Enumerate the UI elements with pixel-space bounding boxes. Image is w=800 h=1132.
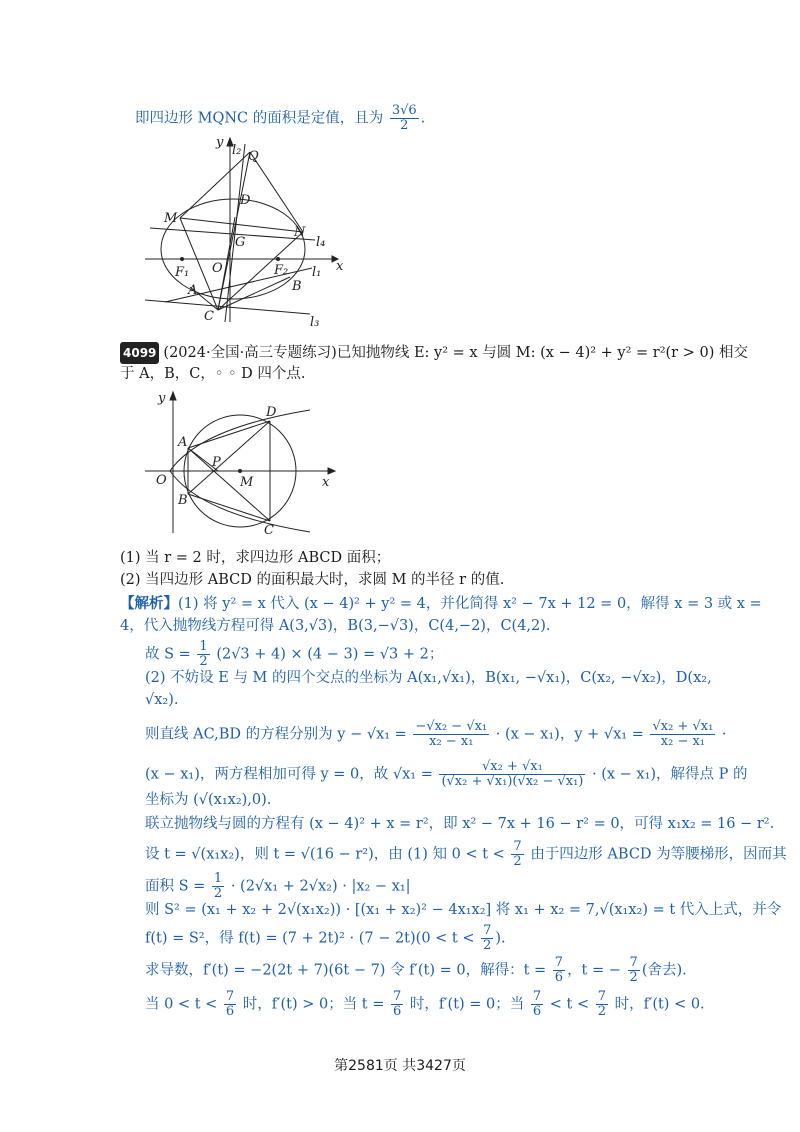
problem-stem-text1: 已知抛物线 E: y² = x 与圆 M: (x − 4)² + y² = r²(r > 0) 相交 (336, 345, 748, 361)
fig1-label-y: y (216, 135, 224, 150)
solution-l3-fd: 2 (199, 654, 208, 669)
fig2-label-A: A (178, 435, 188, 450)
top-suffix: . (420, 110, 426, 127)
solution-l6-f1n: −√x₂ − √x₁ (415, 719, 488, 734)
solution-l15-frac4 (596, 990, 608, 1019)
problem-stem-line2 (120, 364, 306, 384)
solution-l12: 则 S² = (x₁ + x₂ + 2√(x₁x₂)) · [(x₁ + x₂)² − 4x₁x₂] 将 x₁ + x₂ = 7,√(x₁x₂) = t 代入上式，并令 (145, 902, 782, 918)
solution-l6-f1d: x₂ − x₁ (429, 734, 474, 749)
fig2-label-M: M (240, 475, 254, 490)
solution-line-7 (145, 760, 748, 789)
solution-line-3 (145, 640, 443, 669)
solution-l6-post: · (721, 726, 727, 743)
solution-l4: (2) 不妨设 E 与 M 的四个交点的坐标为 A(x₁,√x₁)，B(x₁, −√x₁)，C(x₂, −√x₂)，D(x₂, (145, 670, 712, 686)
fig2-label-B: B (178, 493, 188, 508)
solution-line-2 (120, 616, 551, 636)
fig2-label-O: O (156, 473, 167, 488)
fig1-label-G: G (235, 235, 246, 250)
solution-l11-fd: 2 (213, 886, 223, 901)
solution-l1: (1) 将 y² = x 代入 (x − 4)² + y² = 4，并化简得 x² − 7x + 12 = 0，解得 x = 3 或 x = (178, 596, 762, 612)
solution-l11-frac (212, 872, 224, 901)
solution-l14-frac1 (553, 956, 565, 985)
fig1-label-x: x (336, 259, 344, 274)
solution-l10-fn: 7 (513, 839, 522, 854)
solution-l14-frac2 (628, 956, 640, 985)
solution-l7-pre: (x − x₁)，两方程相加可得 y = 0，故 √x₁ = (145, 766, 433, 783)
solution-l14-mid: ，t = − (567, 962, 621, 979)
page-footer (0, 1055, 800, 1075)
solution-l15-b: 时，f′(t) > 0；当 t = (242, 996, 385, 1013)
figure-ellipse (140, 132, 360, 332)
fig1-label-O: O (212, 261, 223, 276)
solution-l14-f2n: 7 (629, 955, 638, 970)
fig2-label-y: y (158, 391, 166, 406)
fig1-label-F1: F₁ (175, 265, 190, 280)
solution-line-15 (145, 990, 705, 1019)
fig1-label-B: B (292, 279, 302, 294)
solution-l3-pre: 故 S = (145, 646, 191, 663)
fig1-label-l4: l₄ (316, 235, 326, 250)
solution-l15-frac1 (224, 990, 236, 1019)
fig1-label-Q: Q (248, 149, 259, 164)
top-fraction (390, 104, 419, 133)
solution-l6-frac1 (413, 720, 489, 749)
question-2-text: (2) 当四边形 ABCD 的面积最大时，求圆 M 的半径 r 的值. (120, 572, 505, 588)
fig1-label-N: N (294, 225, 306, 240)
solution-l13-pre: f(t) = S²，得 f(t) = (7 + 2t)² · (7 − 2t)(0 < t < (145, 930, 475, 947)
solution-line-12 (145, 900, 781, 920)
solution-line-13 (145, 924, 506, 953)
solution-line-8 (145, 790, 271, 810)
solution-l15-f2d: 6 (393, 1004, 402, 1019)
fig1-label-F2: F₂ (274, 263, 289, 278)
figure-parabola-svg (140, 388, 340, 538)
top-frac-num: 3√6 (391, 103, 417, 118)
solution-l2: 4，代入抛物线方程可得 A(3,√3)，B(3,−√3)，C(4,−2)，C(4,2). (120, 618, 551, 634)
problem-source: (2024·全国·高三专题练习) (163, 345, 337, 361)
problem-stem-line1 (120, 342, 748, 364)
solution-l15-frac2 (391, 990, 403, 1019)
solution-l10-fd: 2 (513, 854, 522, 869)
solution-line-6 (145, 720, 727, 749)
question-2 (120, 570, 504, 590)
solution-l14-f2d: 2 (629, 970, 638, 985)
fig2-label-D: D (266, 405, 277, 420)
solution-l6-f2n: √x₂ + √x₁ (652, 719, 714, 734)
solution-l14-post: (舍去). (641, 962, 687, 979)
solution-l15-f1n: 7 (225, 989, 235, 1004)
solution-l13-post: ). (495, 930, 506, 947)
solution-tag: 【解析】 (120, 595, 178, 612)
solution-l14-pre: 求导数，f′(t) = −2(2t + 7)(6t − 7) 令 f′(t) = 0，解得：t = (145, 962, 547, 979)
solution-line-1 (120, 594, 762, 614)
solution-l15-a: 当 0 < t < (145, 996, 218, 1013)
question-1 (120, 548, 390, 568)
fig1-label-M: M (164, 211, 178, 226)
figure-parabola-circle (140, 388, 340, 538)
solution-l11-pre: 面积 S = (145, 878, 206, 895)
fig1-label-l2: l₂ (232, 143, 242, 158)
question-1-text: (1) 当 r = 2 时，求四边形 ABCD 面积； (120, 550, 391, 566)
solution-l13-frac (481, 924, 493, 953)
solution-l13-fn: 7 (483, 923, 492, 938)
solution-line-9 (145, 814, 774, 834)
solution-line-14 (145, 956, 687, 985)
solution-l3-frac (197, 640, 209, 669)
fig2-label-C: C (264, 523, 274, 538)
solution-l6-frac2 (650, 720, 715, 749)
solution-l6-f2d: x₂ − x₁ (660, 734, 706, 749)
solution-l15-f2n: 7 (393, 989, 402, 1004)
solution-l13-fd: 2 (483, 938, 492, 953)
solution-l8: 坐标为 (√(x₁x₂),0). (145, 792, 272, 808)
solution-l15-f1d: 6 (225, 1004, 235, 1019)
solution-l15-f4n: 7 (597, 989, 607, 1004)
top-conclusion-text: 即四边形 MQNC 的面积是定值，且为 (135, 110, 384, 127)
fig1-label-l3: l₃ (310, 315, 320, 330)
fig1-label-C: C (204, 309, 214, 324)
figure-ellipse-svg (140, 132, 360, 332)
solution-l15-frac3 (531, 990, 543, 1019)
solution-l7-post: · (x − x₁)，解得点 P 的 (591, 766, 748, 783)
fig1-label-A: A (188, 283, 198, 298)
solution-line-5 (145, 690, 179, 710)
solution-l10-frac (511, 840, 523, 869)
solution-l7-fd: (√x₂ + √x₁)(√x₂ − √x₁) (441, 774, 584, 789)
fig1-label-D: D (240, 193, 251, 208)
solution-l5: √x₂). (145, 692, 179, 708)
solution-l11-fn: 1 (213, 871, 223, 886)
solution-l15-f4d: 2 (597, 1004, 607, 1019)
solution-l10-pre: 设 t = √(x₁x₂)，则 t = √(16 − r²)，由 (1) 知 0 < t < (145, 846, 505, 863)
solution-l7-frac (439, 760, 585, 789)
top-frac-den: 2 (400, 118, 409, 133)
page-footer-text: 第2581页 共3427页 (334, 1058, 466, 1074)
fig1-label-l1: l₁ (312, 265, 322, 280)
solution-l3-fn: 1 (199, 639, 208, 654)
solution-l15-c: 时，f′(t) = 0；当 (409, 996, 525, 1013)
solution-l11-post: · (2√x₁ + 2√x₂) · |x₂ − x₁| (230, 878, 411, 895)
solution-l10-post: 由于四边形 ABCD 为等腰梯形，因而其 (530, 846, 787, 863)
problem-number-badge: 4099 (120, 342, 159, 364)
fig2-label-x: x (322, 475, 330, 490)
solution-line-4 (145, 668, 712, 688)
fig2-label-P: P (212, 455, 221, 470)
solution-l3-post: (2√3 + 4) × (4 − 3) = √3 + 2； (216, 646, 444, 663)
solution-l15-e: 时，f′(t) < 0. (614, 996, 705, 1013)
solution-l15-d: < t < (549, 996, 590, 1013)
solution-l14-f1n: 7 (554, 955, 564, 970)
solution-l9: 联立抛物线与圆的方程有 (x − 4)² + x = r²，即 x² − 7x + 16 − r² = 0，可得 x₁x₂ = 16 − r². (145, 816, 775, 832)
solution-l6-pre: 则直线 AC,BD 的方程分别为 y − √x₁ = (145, 726, 407, 743)
problem-stem-text2: 于 A，B，C，◦ ◦ D 四个点. (120, 366, 306, 382)
solution-l6-mid: · (x − x₁)，y + √x₁ = (495, 726, 644, 743)
top-conclusion-line (135, 104, 425, 133)
solution-l7-fn: √x₂ + √x₁ (439, 760, 585, 775)
solution-l15-f3d: 6 (532, 1004, 542, 1019)
solution-line-10 (145, 840, 787, 869)
solution-l15-f3n: 7 (532, 989, 542, 1004)
solution-l14-f1d: 6 (554, 970, 564, 985)
solution-line-11 (145, 872, 411, 901)
